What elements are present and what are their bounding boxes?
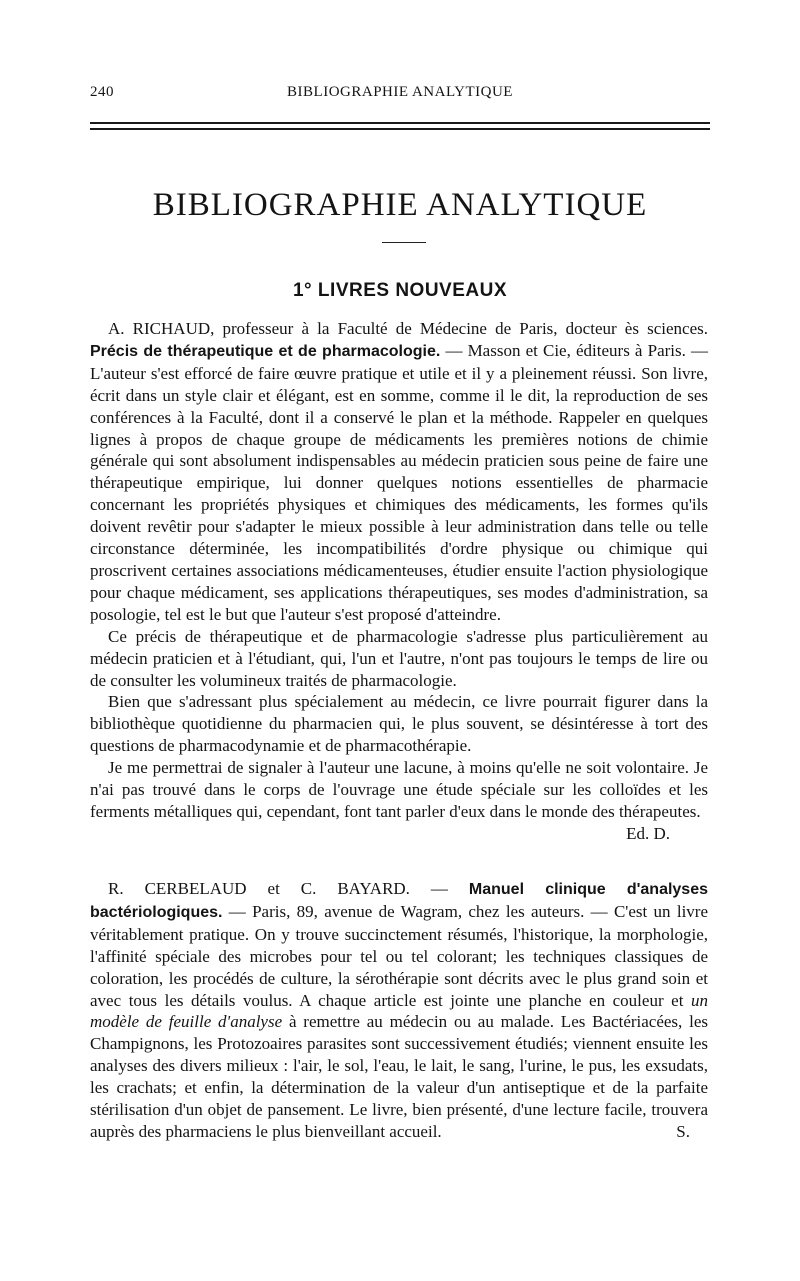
page-number: 240 — [90, 84, 114, 100]
review-book-title: Manuel clinique d'analyses bactériologiques. — [90, 881, 709, 921]
section-title: 1° LIVRES NOUVEAUX — [292, 280, 508, 301]
review-paragraph: Ce précis de thérapeutique et de pharmacologie s'adresse plus particulièrement au médecin praticien et à l'étudiant, qui, l'un et l'autre, n'ont pas toujours le temps de lire ou de consulter les volumineux traités de pharmacologie. — [90, 626, 708, 690]
review-richaud — [90, 318, 708, 845]
review-text: Je me permettrai de signaler à l'auteur une lacune, à moins qu'elle ne soit volontaire. Je n'ai pas trouvé dans le corps de l'ouvrage une étude spéciale sur les colloïdes et les ferments métalliques qui, cependant, font tant parler d'eux dans le monde des thérapeutes. — [90, 758, 708, 821]
review-book-title: Précis de thérapeutique et de pharmacologie. — [90, 342, 441, 360]
main-title: BIBLIOGRAPHIE ANALYTIQUE — [152, 187, 648, 223]
title-divider — [382, 242, 426, 243]
review-paragraph — [90, 318, 708, 626]
review-italic-text: un modèle de feuille d'analyse — [90, 990, 709, 1032]
review-text: à remettre au médecin ou au malade. Les Bactériacées, les Champignons, les Protozoaires parasites sont successivement étudiés; viennent ensuite les analyses des divers milieux : l'air, le sol, l'eau, le lait, le sang, l'urine, le pus, les exsudats, les crachats; et enfin, la détermination de la valeur d'un antiseptique et de la parfaite stérilisation d'un objet de pansement. Le livre, bien présenté, d'une lecture facile, trouvera auprès des pharmaciens le plus bienveillant accueil. — [90, 1012, 708, 1141]
double-rule — [90, 122, 710, 131]
review-text: — Masson et Cie, éditeurs à Paris. — L'auteur s'est efforcé de faire œuvre pratique et utile et il y a pleinement réussi. Son livre, écrit dans un style clair et élégant, est en somme, comme il le dit, la reproduction de ses conférences à la Faculté, dont il a conservé le plan et la méthode. Rappeler en quelques lignes à propos de chaque groupe de médicaments les premières notions de chimie générale qui sont absolument indispensables au médecin praticien sous peine de faire une thérapeutique empirique, lui donner quelques notions essentielles de pharmacie concernant les propriétés physiques et chimiques des médicaments, les formes qu'ils doivent revêtir pour s'adapter le mieux possible à leur administration dans telle ou telle circonstance déterminée, les incompatibilités d'ordre physique ou chimique qui proscrivent certaines associations médicamenteuses, étudier ensuite l'action physiologique pour chaque médicament, ses applications thérapeutiques, ses modes d'administration, sa posologie, tel est le but que l'auteur s'est proposé d'atteindre. — [90, 340, 708, 624]
review-signature: Ed. D. — [626, 823, 670, 843]
running-head-title: BIBLIOGRAPHIE ANALYTIQUE — [287, 84, 513, 100]
review-paragraph: Bien que s'adressant plus spécialement au médecin, ce livre pourrait figurer dans la bibliothèque quotidienne du pharmacien qui, le plus souvent, se désintéresse à tort des questions de pharmacodynamie et de pharmacothérapie. — [90, 692, 708, 756]
rule-line-top — [90, 122, 710, 124]
review-author: R. CERBELAUD et C. BAYARD. — — [108, 879, 448, 898]
review-cerbelaud-bayard — [90, 878, 708, 1143]
review-paragraph — [90, 757, 708, 843]
review-author: A. RICHAUD, professeur à la Faculté de Médecine de Paris, docteur ès sciences. — [108, 319, 708, 338]
review-text: — Paris, 89, avenue de Wagram, chez les auteurs. — C'est un livre véritablement pratique. On y trouve succinctement résumés, l'historique, la morphologie, l'affinité spéciale des microbes pour tel ou tel colorant; les techniques classiques de coloration, les procédés de culture, la sérothérapie sont décrits avec le plus grand soin et avec tous les détails voulus. A chaque article est jointe une planche en couleur et — [90, 901, 708, 1010]
review-signature: S. — [676, 1121, 690, 1141]
rule-line-bottom — [90, 128, 710, 130]
review-paragraph — [90, 878, 708, 1143]
